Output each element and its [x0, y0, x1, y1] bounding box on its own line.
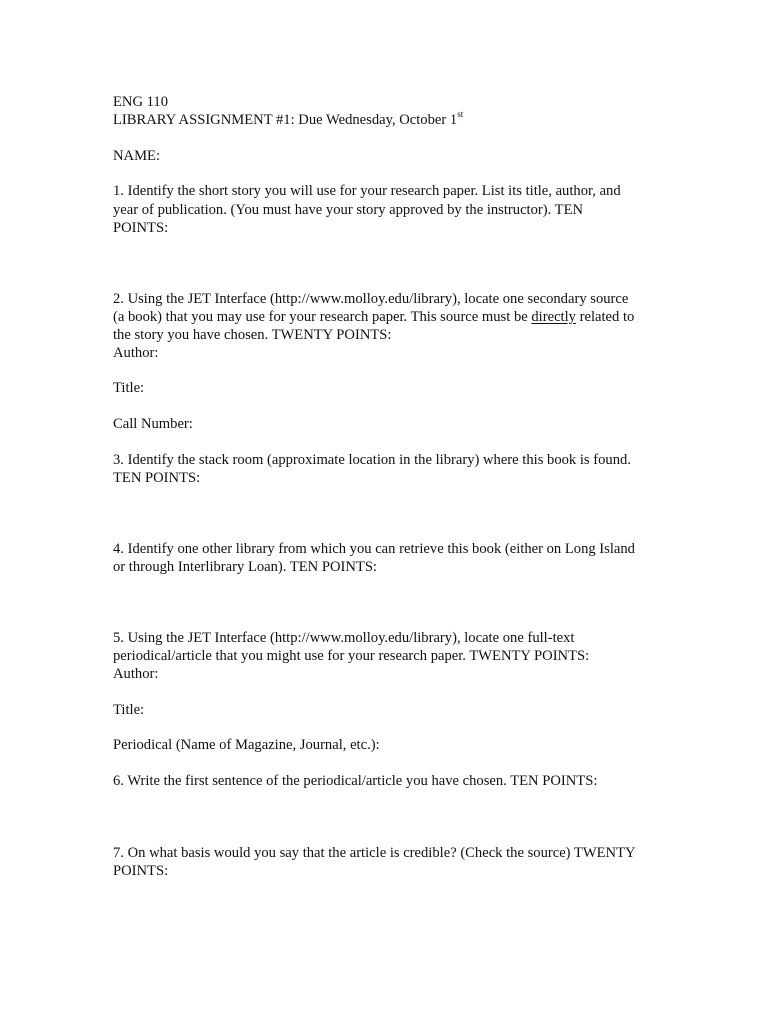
book-title-label: Title:	[113, 380, 145, 396]
question-3-line-1: 3. Identify the stack room (approximate location in the library) where this book is found.	[113, 452, 631, 468]
name-label: NAME:	[113, 148, 161, 164]
question-2-line-2-start: (a book) that you may use for your research paper. This source must be	[113, 309, 532, 325]
question-6-line-1: 6. Write the first sentence of the periodical/article you have chosen. TEN POINTS:	[113, 773, 598, 789]
question-1-line-3: POINTS:	[113, 220, 169, 236]
article-title-label: Title:	[113, 702, 145, 718]
question-5-line-2: periodical/article that you might use for your research paper. TWENTY POINTS:	[113, 648, 590, 664]
question-7-line-1: 7. On what basis would you say that the article is credible? (Check the source) TWENTY	[113, 845, 636, 861]
question-1-line-1: 1. Identify the short story you will use for your research paper. List its title, author, and	[113, 183, 621, 199]
assignment-date-suffix: st	[457, 109, 464, 120]
question-4-line-2: or through Interlibrary Loan). TEN POINTS:	[113, 559, 377, 575]
question-1-line-2: year of publication. (You must have your story approved by the instructor). TEN	[113, 202, 584, 218]
question-2-line-1: 2. Using the JET Interface (http://www.molloy.edu/library), locate one secondary source	[113, 291, 629, 307]
question-3-line-2: TEN POINTS:	[113, 470, 201, 486]
assignment-title	[113, 111, 463, 129]
question-4-line-1: 4. Identify one other library from which you can retrieve this book (either on Long Island	[113, 541, 635, 557]
underlined-word-directly: directly	[531, 309, 576, 325]
periodical-name-label: Periodical (Name of Magazine, Journal, etc.):	[113, 737, 380, 753]
article-author-label: Author:	[113, 666, 159, 682]
question-2-line-3: the story you have chosen. TWENTY POINTS:	[113, 327, 392, 343]
assignment-title-text: LIBRARY ASSIGNMENT #1: Due Wednesday, October 1	[113, 112, 458, 128]
question-7-line-2: POINTS:	[113, 863, 169, 879]
question-2-line-2-end: related to	[575, 309, 635, 325]
call-number-label: Call Number:	[113, 416, 193, 432]
question-2-line-2	[113, 308, 634, 326]
question-5-line-1: 5. Using the JET Interface (http://www.molloy.edu/library), locate one full-text	[113, 630, 575, 646]
book-author-label: Author:	[113, 345, 159, 361]
course-title: ENG 110	[113, 94, 168, 110]
